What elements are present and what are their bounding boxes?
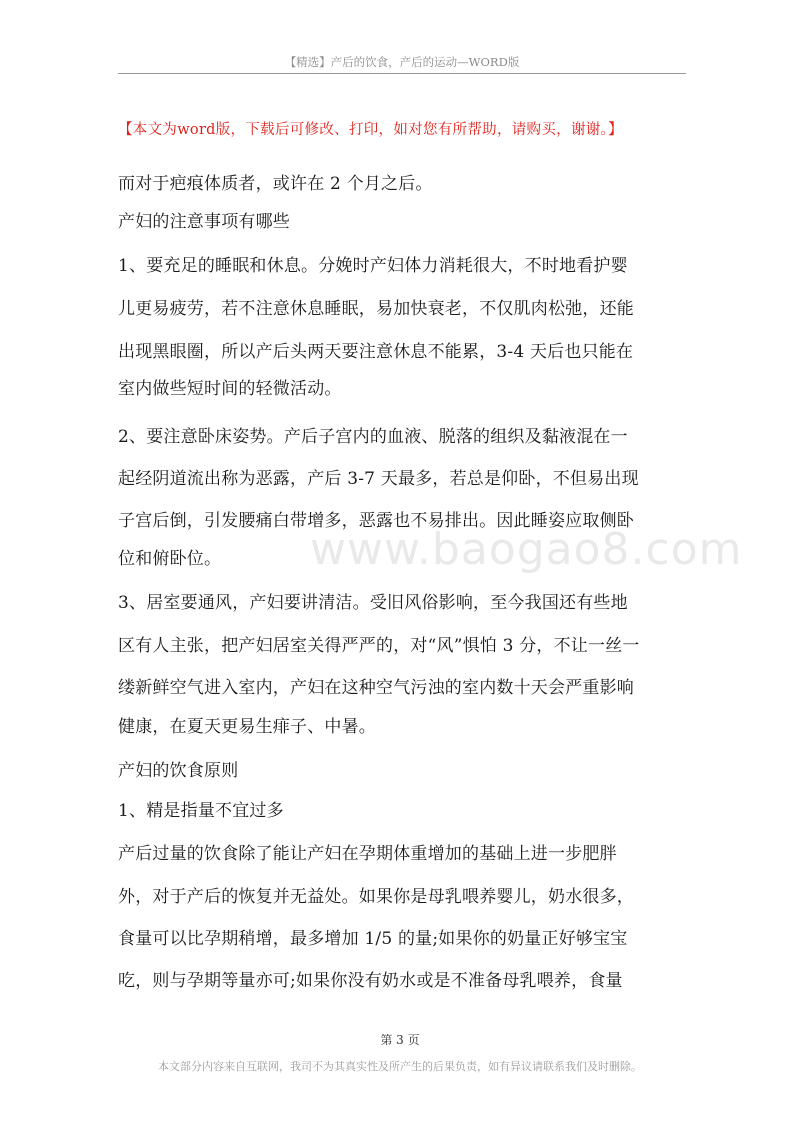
header-divider <box>118 73 686 74</box>
section-heading: 产妇的注意事项有哪些 <box>118 212 290 232</box>
paragraph-line: 1、要充足的睡眠和休息。分娩时产妇体力消耗很大，不时地看护婴 <box>118 256 628 276</box>
footer-disclaimer: 本文部分内容来自互联网，我司不为其真实性及所产生的后果负责，如有异议请联系我们及时删除。 <box>158 1060 642 1073</box>
paragraph-line: 缕新鲜空气进入室内，产妇在这种空气污浊的室内数十天会严重影响 <box>118 678 634 698</box>
paragraph-line: 外，对于产后的恢复并无益处。如果你是母乳喂养婴儿，奶水很多， <box>118 887 634 907</box>
subsection-heading: 1、精是指量不宜过多 <box>118 801 284 821</box>
section-heading: 产妇的饮食原则 <box>118 761 239 781</box>
site-watermark: www.baogao8.com <box>310 524 743 575</box>
paragraph-line: 子宫后倒，引发腰痛白带增多，恶露也不易排出。因此睡姿应取侧卧 <box>118 511 634 531</box>
paragraph-line: 儿更易疲劳，若不注意休息睡眠，易加快衰老，不仅肌肉松弛，还能 <box>118 299 634 319</box>
paragraph-line: 产后过量的饮食除了能让产妇在孕期体重增加的基础上进一步肥胖 <box>118 844 617 864</box>
paragraph-line: 吃，则与孕期等量亦可;如果你没有奶水或是不准备母乳喂养，食量 <box>118 971 623 991</box>
paragraph-line: 室内做些短时间的轻微活动。 <box>118 379 342 399</box>
paragraph-line: 区有人主张，把产妇居室关得严严的，对“风”惧怕 3 分，不让一丝一 <box>118 636 640 656</box>
paragraph-line: 而对于疤痕体质者，或许在 2 个月之后。 <box>118 174 433 194</box>
running-header: 【精选】产后的饮食，产后的运动—WORD版 <box>284 55 520 69</box>
paragraph-line: 位和俯卧位。 <box>118 549 222 569</box>
paragraph-line: 起经阴道流出称为恶露，产后 3-7 天最多，若总是仰卧，不但易出现 <box>118 469 639 489</box>
paragraph-line: 2、要注意卧床姿势。产后子宫内的血液、脱落的组织及黏液混在一 <box>118 427 628 447</box>
paragraph-line: 健康，在夏天更易生痱子、中暑。 <box>118 717 376 737</box>
page-number: 第 3 页 <box>380 1033 420 1047</box>
paragraph-line: 食量可以比孕期稍增，最多增加 1/5 的量;如果你的奶量正好够宝宝 <box>118 929 628 949</box>
purchase-notice: 【本文为word版，下载后可修改、打印，如对您有所帮助，请购买，谢谢。】 <box>118 122 623 138</box>
paragraph-line: 3、居室要通风，产妇要讲清洁。受旧风俗影响，至今我国还有些地 <box>118 593 628 613</box>
paragraph-line: 出现黑眼圈，所以产后头两天要注意休息不能累，3-4 天后也只能在 <box>118 342 634 362</box>
